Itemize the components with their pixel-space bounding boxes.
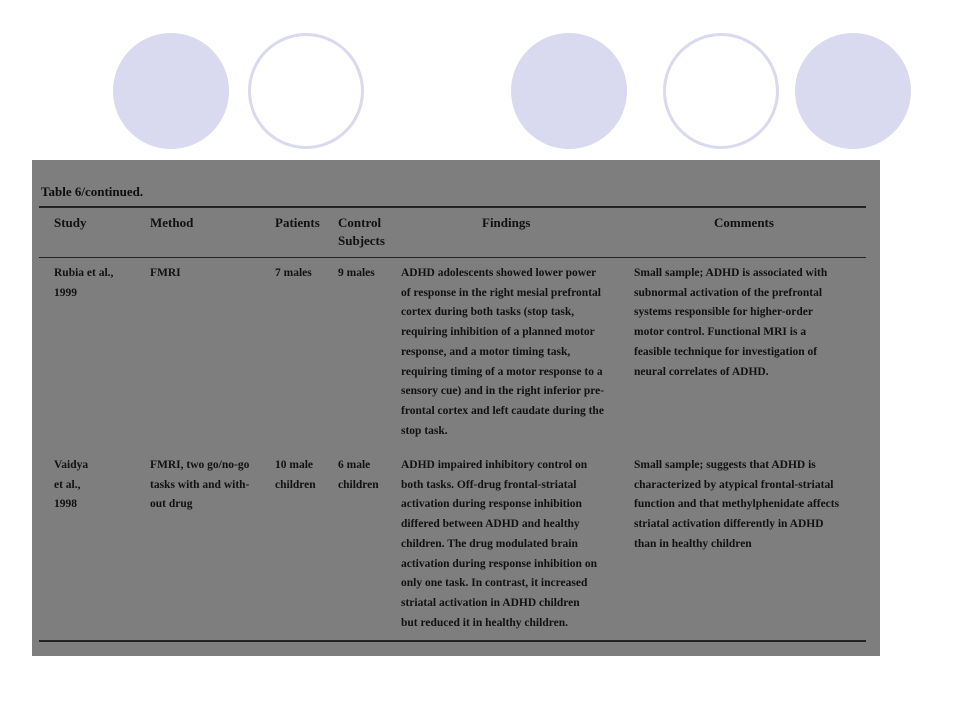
decorative-circle (795, 33, 911, 149)
decorative-circle (113, 33, 229, 149)
table-cell-study: Vaidya et al., 1998 (54, 459, 89, 511)
header-study: Study (54, 215, 87, 230)
table-cell-control: 9 males (338, 267, 375, 279)
table-cell-patients: 7 males (275, 267, 312, 279)
table-cell-study: Rubia et al., 1999 (54, 267, 114, 299)
decorative-circle (663, 33, 779, 149)
table-cell-method: FMRI (150, 267, 181, 279)
header-findings: Findings (482, 215, 531, 230)
header-rule (39, 257, 866, 258)
table-image (32, 160, 880, 656)
table-cell-comments: Small sample; suggests that ADHD is characterized by atypical frontal-striatal function and that methylphenidate affects striatal activation differently in ADHD than in healthy children (634, 459, 840, 550)
table-cell-findings: ADHD impaired inhibitory control on both tasks. Off-drug frontal-striatal activation during response inhibition differed between ADHD and healthy children. The drug modulated brain activation during response inhibition on only one task. In contrast, it increased striatal activation in ADHD children but reduced it in healthy children. (401, 459, 597, 629)
table-caption: Table 6/continued. (41, 184, 144, 199)
header-patients: Patients (275, 215, 320, 230)
table-cell-method: FMRI, two go/no-go tasks with and with- out drug (150, 459, 250, 511)
header-method: Method (150, 215, 194, 230)
decorative-circle (248, 33, 364, 149)
decorative-circle (511, 33, 627, 149)
header-comments: Comments (714, 215, 774, 230)
table-cell-findings: ADHD adolescents showed lower power of response in the right mesial prefrontal cortex during both tasks (stop task, requiring inhibition of a planned motor response, and a motor timing task, requiring timing of a motor response to a sensory cue) and in the right inferior pre- frontal cortex and left caudate during the stop task. (401, 267, 605, 437)
header-control-subjects: Control Subjects (338, 215, 385, 248)
table-top-rule (39, 206, 866, 208)
table-cell-patients: 10 male children (275, 459, 316, 491)
table-cell-comments: Small sample; ADHD is associated with subnormal activation of the prefrontal systems responsible for higher-order motor control. Functional MRI is a feasible technique for investigation of neural correlates of ADHD. (634, 267, 828, 378)
table-cell-control: 6 male children (338, 459, 379, 491)
table-bottom-rule (39, 640, 866, 642)
